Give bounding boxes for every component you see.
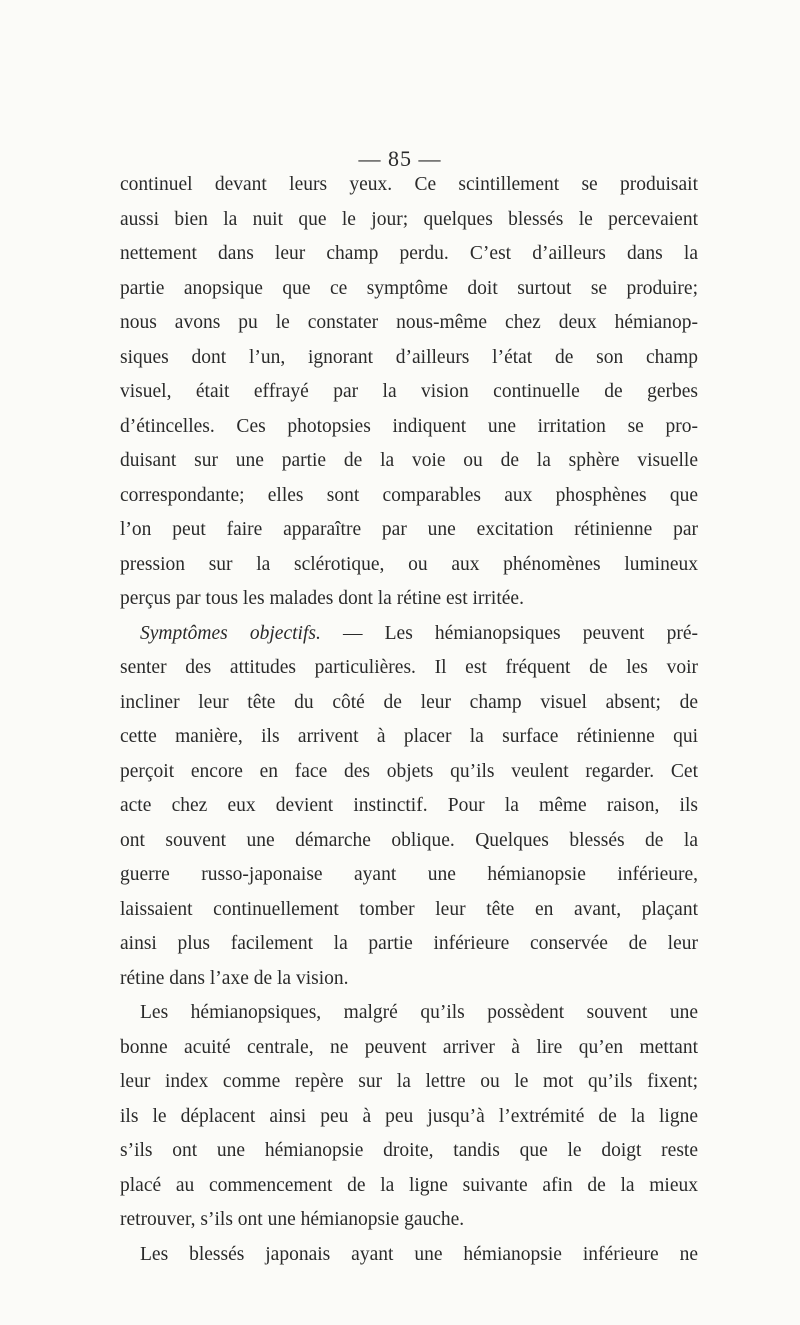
text-line: cette manière, ils arrivent à placer la surface rétinienne qui <box>120 726 698 747</box>
text-line: l’on peut faire apparaître par une excitation rétinienne par <box>120 519 698 540</box>
text-line: pression sur la sclérotique, ou aux phénomènes lumineux <box>120 553 698 575</box>
body-text <box>120 168 698 1272</box>
text-line: acte chez eux devient instinctif. Pour la même raison, ils <box>120 795 698 816</box>
text-line <box>120 617 698 652</box>
text-line: senter des attitudes particulières. Il est fréquent de les voir <box>120 657 698 678</box>
text-line: placé au commencement de la ligne suivante afin de la mieux <box>120 1174 698 1196</box>
text-line: aussi bien la nuit que le jour; quelques blessés le percevaient <box>120 208 698 230</box>
text-line: retrouver, s’ils ont une hémianopsie gauche. <box>120 1209 465 1230</box>
text-line: laissaient continuellement tomber leur tête en avant, plaçant <box>120 898 698 920</box>
text-line: siques dont l’un, ignorant d’ailleurs l’état de son champ <box>120 346 698 368</box>
text-line: visuel, était effrayé par la vision continuelle de gerbes <box>120 381 698 402</box>
text-line: nous avons pu le constater nous-même chez deux hémianop- <box>120 312 698 333</box>
text-line: d’étincelles. Ces photopsies indiquent une irritation se pro- <box>120 415 698 437</box>
page-number: — 85 — <box>358 146 442 171</box>
text-line: continuel devant leurs yeux. Ce scintillement se produisait <box>120 174 698 195</box>
text-line: Les hémianopsiques, malgré qu’ils possèdent souvent une <box>140 1002 698 1023</box>
text-line: correspondante; elles sont comparables aux phosphènes que <box>120 484 698 506</box>
text-line: perçoit encore en face des objets qu’ils veulent regarder. Cet <box>120 760 698 782</box>
text-line: rétine dans l’axe de la vision. <box>120 967 349 989</box>
text-line: perçus par tous les malades dont la rétine est irritée. <box>120 588 524 609</box>
text-line: Les blessés japonais ayant une hémianopsie inférieure ne <box>140 1243 698 1265</box>
text-line: guerre russo-japonaise ayant une hémianopsie inférieure, <box>120 864 698 885</box>
text-line: ainsi plus facilement la partie inférieure conservée de leur <box>120 933 698 954</box>
text-line: s’ils ont une hémianopsie droite, tandis que le doigt reste <box>120 1140 698 1161</box>
text-line: duisant sur une partie de la voie ou de la sphère visuelle <box>120 450 698 471</box>
text-line: ils le déplacent ainsi peu à peu jusqu’à l’extrémité de la ligne <box>120 1105 698 1127</box>
text-line: leur index comme repère sur la lettre ou le mot qu’ils fixent; <box>120 1071 698 1092</box>
text-line: incliner leur tête du côté de leur champ visuel absent; de <box>120 691 698 713</box>
text-line: ont souvent une démarche oblique. Quelques blessés de la <box>120 829 698 851</box>
text-line: partie anopsique que ce symptôme doit surtout se produire; <box>120 277 698 299</box>
text-line: nettement dans leur champ perdu. C’est d’ailleurs dans la <box>120 243 698 264</box>
text-line: bonne acuité centrale, ne peuvent arriver à lire qu’en mettant <box>120 1036 698 1058</box>
section-heading: Symptômes objectifs. <box>140 622 321 644</box>
heading-continuation: — Les hémianopsiques peuvent pré- <box>320 622 698 644</box>
